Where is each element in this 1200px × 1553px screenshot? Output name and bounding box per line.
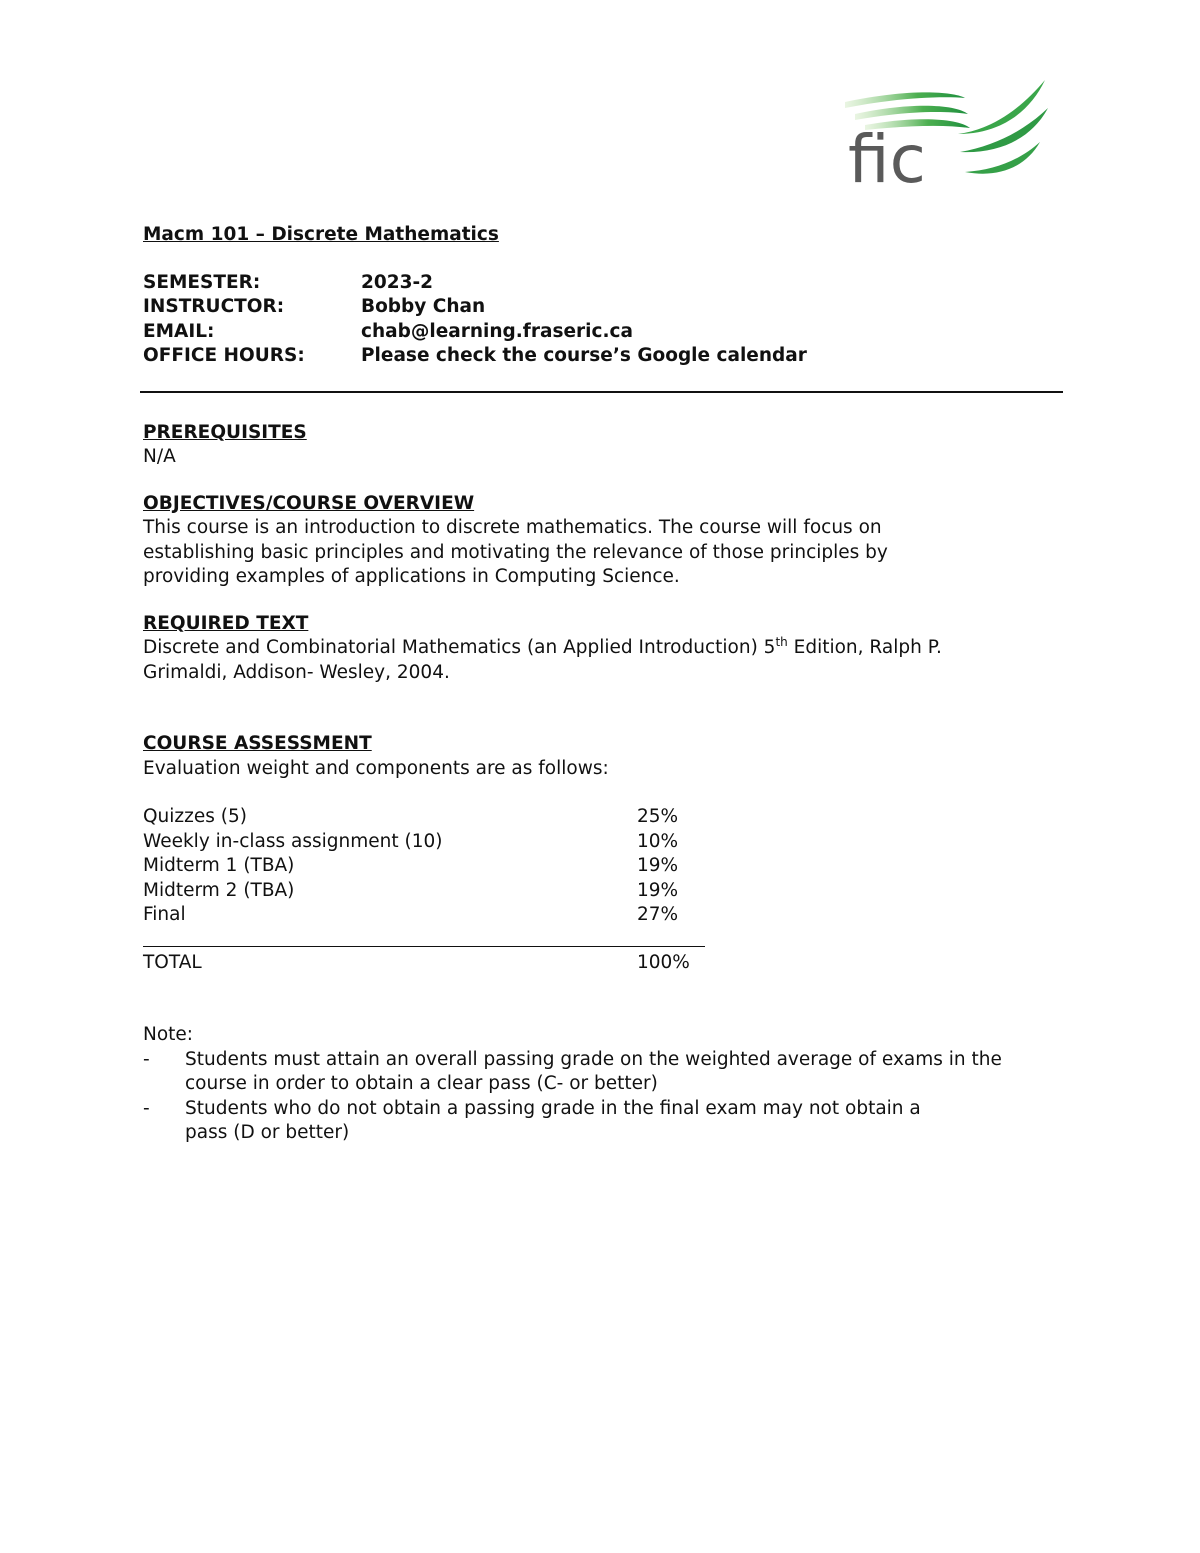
section-text: Evaluation weight and components are as follows:	[143, 757, 609, 779]
total-label: TOTAL	[143, 951, 202, 973]
info-row-instructor	[143, 295, 1063, 320]
book-title: Discrete and Combinatorial Mathematics (an Applied Introduction) 5	[143, 637, 776, 658]
total-row	[143, 951, 705, 976]
total-weight: 100%	[637, 951, 690, 973]
section-text-line: providing examples of applications in Computing Science.	[143, 566, 680, 587]
info-row-office-hours	[143, 344, 1063, 369]
section-heading: REQUIRED TEXT	[143, 612, 309, 634]
notes-section	[143, 1023, 1063, 1146]
info-label: INSTRUCTOR:	[143, 296, 285, 317]
course-title: Macm 101 – Discrete Mathematics	[143, 224, 499, 245]
table-row	[143, 830, 705, 855]
component-name: Weekly in-class assignment (10)	[143, 830, 443, 852]
section-text-line: This course is an introduction to discrete mathematics. The course will focus on	[143, 517, 882, 538]
component-name: Final	[143, 904, 186, 925]
document-body	[143, 223, 1063, 1146]
section-heading: PREREQUISITES	[143, 421, 307, 443]
bullet-text	[185, 1048, 1063, 1097]
table-row	[143, 854, 705, 879]
required-text-section	[143, 612, 1063, 686]
header-divider	[140, 391, 1063, 393]
list-item	[143, 1097, 1063, 1146]
section-heading: OBJECTIVES/COURSE OVERVIEW	[143, 492, 475, 514]
info-value: Please check the course’s Google calendar	[361, 345, 807, 366]
bullet-line: Students who do not obtain a passing grade in the final exam may not obtain a	[185, 1097, 921, 1119]
prerequisites-section	[143, 421, 1063, 470]
table-row	[143, 805, 705, 830]
component-weight: 10%	[637, 830, 679, 852]
info-label: OFFICE HOURS:	[143, 345, 305, 366]
section-text-line	[143, 636, 1063, 661]
info-label: SEMESTER:	[143, 271, 261, 293]
component-weight: 19%	[637, 879, 679, 901]
section-heading: COURSE ASSESSMENT	[143, 733, 372, 754]
objectives-section	[143, 492, 1063, 590]
info-row-email	[143, 320, 1063, 345]
note-label: Note:	[143, 1024, 194, 1045]
bullet-dash: -	[143, 1097, 150, 1119]
book-edition: Edition, Ralph P.	[787, 637, 942, 658]
table-row	[143, 903, 705, 928]
component-name: Quizzes (5)	[143, 806, 247, 827]
table-row	[143, 879, 705, 904]
component-weight: 27%	[637, 904, 679, 925]
course-info	[143, 271, 1063, 369]
section-text-line: Grimaldi, Addison- Wesley, 2004.	[143, 661, 450, 683]
bullet-line: course in order to obtain a clear pass (C- or better)	[185, 1073, 658, 1094]
list-item	[143, 1048, 1063, 1097]
component-name: Midterm 1 (TBA)	[143, 855, 295, 876]
component-weight: 19%	[637, 855, 679, 876]
component-name: Midterm 2 (TBA)	[143, 879, 295, 901]
assessment-section	[143, 732, 1063, 975]
bullet-dash: -	[143, 1048, 150, 1070]
info-row-semester	[143, 271, 1063, 296]
section-text: N/A	[143, 446, 176, 467]
bullet-line: Students must attain an overall passing grade on the weighted average of exams in the	[185, 1048, 1002, 1070]
assessment-table	[143, 805, 705, 975]
fic-logo	[840, 72, 1055, 190]
component-weight: 25%	[637, 806, 679, 827]
bullet-line: pass (D or better)	[185, 1122, 350, 1143]
info-value: chab@learning.fraseric.ca	[361, 320, 633, 342]
svg-text:fic: fic	[848, 121, 926, 190]
section-text-line: establishing basic principles and motivating the relevance of those principles by	[143, 541, 888, 563]
info-value: Bobby Chan	[361, 296, 486, 317]
bullet-text	[185, 1097, 1063, 1146]
edition-superscript: th	[775, 634, 788, 649]
info-label: EMAIL:	[143, 320, 215, 342]
total-divider	[143, 946, 705, 947]
info-value: 2023-2	[361, 271, 434, 293]
